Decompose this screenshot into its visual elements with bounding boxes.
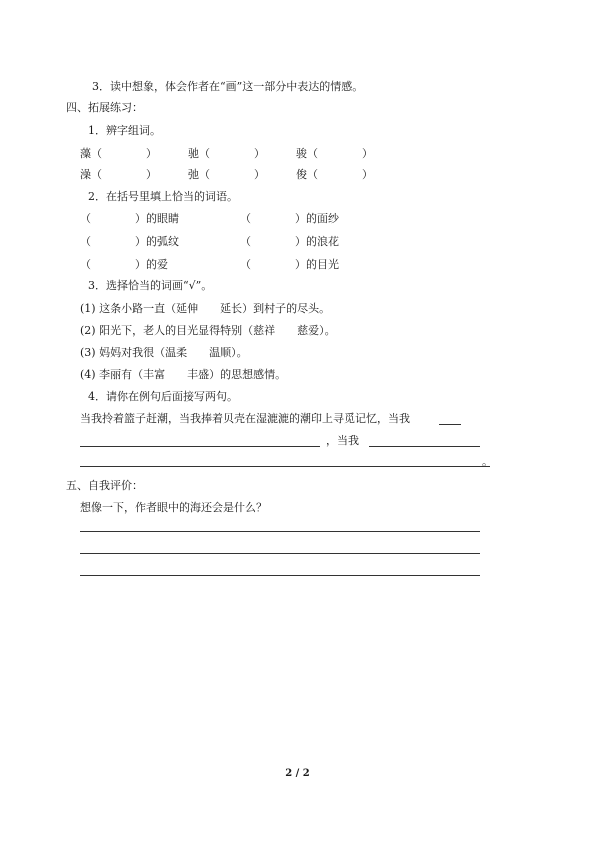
exercise-1-item: 驰（ ）	[188, 147, 265, 160]
exercise-3-item-4: (4) 李丽有（丰富 丰盛）的思想感情。	[80, 368, 287, 381]
exercise-1-item: 俊（ ）	[296, 168, 373, 181]
answer-line[interactable]	[369, 446, 480, 447]
exercise-1-item: 澡（ ）	[80, 168, 157, 181]
exercise-1-title: 1．辨字组词。	[88, 124, 161, 137]
exercise-4-middle: ，当我	[326, 434, 359, 447]
exercise-3-title: 3．选择恰当的词画“√”。	[88, 279, 213, 292]
page-number: 2 / 2	[285, 768, 310, 779]
exercise-2-item: （ ）的浪花	[240, 235, 339, 248]
answer-line[interactable]	[80, 446, 320, 447]
exercise-4-end: 。	[482, 455, 493, 468]
exercise-2-item: （ ）的面纱	[240, 212, 339, 225]
exercise-4-title: 4．请你在例句后面接写两句。	[88, 390, 238, 403]
section-5-question: 想像一下，作者眼中的海还会是什么？	[80, 501, 267, 514]
exercise-2-item: （ ）的目光	[240, 258, 339, 271]
answer-line[interactable]	[480, 466, 490, 467]
exercise-3-item-1: (1) 这条小路一直（延伸 延长）到村子的尽头。	[80, 302, 331, 315]
answer-line[interactable]	[80, 531, 480, 532]
exercise-1-item: 弛（ ）	[188, 168, 265, 181]
exercise-2-item: （ ）的爱	[80, 258, 168, 271]
exercise-1-item: 藻（ ）	[80, 147, 157, 160]
answer-line[interactable]	[80, 553, 480, 554]
exercise-2-item: （ ）的弧纹	[80, 235, 179, 248]
exercise-3-item-3: (3) 妈妈对我很（温柔 温顺）。	[80, 346, 248, 359]
exercise-2-item: （ ）的眼睛	[80, 212, 179, 225]
exercise-2-title: 2．在括号里填上恰当的词语。	[88, 190, 238, 203]
section-4-title: 四、拓展练习：	[66, 101, 143, 114]
section-5-title: 五、自我评价：	[66, 479, 143, 492]
question-3-read: 3．读中想象，体会作者在“画”这一部分中表达的情感。	[92, 80, 364, 93]
answer-line[interactable]	[80, 466, 480, 467]
answer-line[interactable]	[80, 575, 480, 576]
exercise-1-item: 骏（ ）	[296, 147, 373, 160]
answer-line[interactable]	[439, 424, 461, 425]
exercise-4-example: 当我拎着篮子赶潮，当我捧着贝壳在湿漉漉的潮印上寻觅记忆，当我	[80, 412, 410, 425]
exercise-3-item-2: (2) 阳光下，老人的目光显得特别（慈祥 慈爱）。	[80, 324, 336, 337]
